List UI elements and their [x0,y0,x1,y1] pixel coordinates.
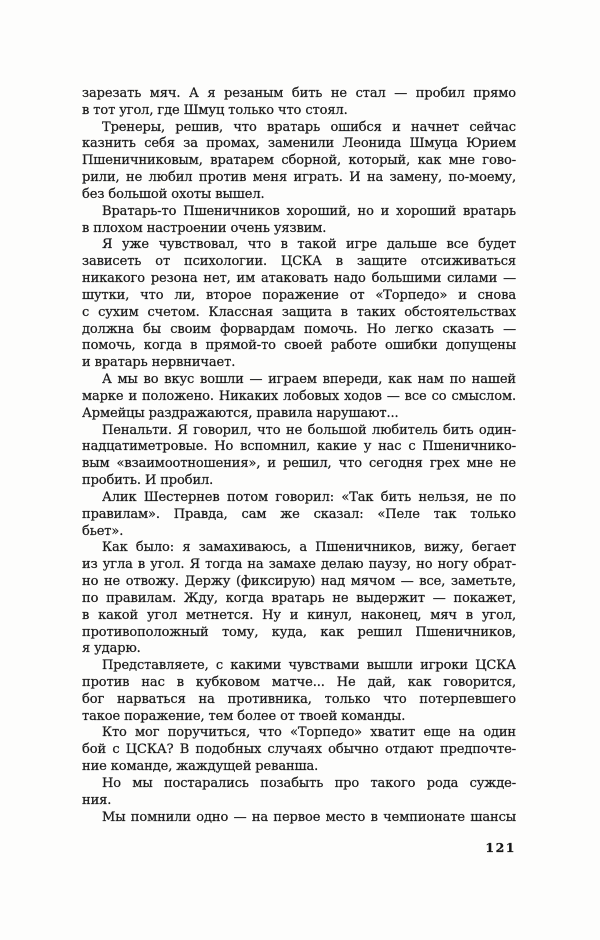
text-line: помочь, когда в прямой-то своей работе ошибки допущены [82,338,516,354]
page-number: 121 [485,840,516,855]
text-line: такое поражение, тем более от твоей команды. [82,708,406,724]
text-line: Как было: я замахиваюсь, а Пшеничников, вижу, бегает [102,540,516,556]
text-line: Кто мог поручиться, что «Торпедо» хватит еще на один [102,725,516,741]
text-line: Алик Шестернев потом говорил: «Так бить нельзя, не по [102,489,516,505]
text-line: Мы помнили одно — на первое место в чемпионате шансы [102,809,516,825]
text-line: зависеть от психологии. ЦСКА в защите отсиживаться [82,254,516,270]
text-line: бьет». [82,523,124,539]
text-line: рили, не любил против меня играть. И на замену, по-моему, [82,170,516,186]
text-line: Представляете, с какими чувствами вышли игроки ЦСКА [102,658,516,674]
page-text-block [82,86,516,826]
text-line: с сухим счетом. Классная защита в таких обстоятельствах [82,304,516,320]
text-line: в плохом настроении очень уязвим. [82,220,327,236]
text-line: по правилам. Жду, когда вратарь не выдержит — покажет, [82,590,516,606]
text-line: должна бы своим форвардам помочь. Но легко сказать — [82,321,516,337]
text-line: Тренеры, решив, что вратарь ошибся и начнет сейчас [102,119,516,135]
text-line: казнить себя за промах, заменили Леонида Шмуца Юрием [82,136,516,152]
text-line: бой с ЦСКА? В подобных случаях обычно отдают предпочте- [82,742,516,758]
text-line: бог нарваться на противника, только что потерпевшего [82,691,516,707]
text-line: противоположный тому, куда, как решил Пшеничников, [82,624,516,640]
text-line: в какой угол метнется. Ну и кинул, наконец, мяч в угол, [82,607,516,623]
text-line: Но мы постарались позабыть про такого рода сужде- [102,775,516,791]
text-line: зарезать мяч. А я резаным бить не стал — пробил прямо [82,86,516,101]
text-line: из угла в угол. Я тогда на замахе делаю паузу, но ногу обрат- [82,557,516,573]
text-line: в тот угол, где Шмуц только что стоял. [82,102,348,118]
text-line: пробить. И пробил. [82,473,214,489]
text-line: А мы во вкус вошли — играем впереди, как нам по нашей [102,372,516,388]
text-line: и вратарь нервничает. [82,355,236,371]
text-line: Армейцы раздражаются, правила нарушают... [82,405,399,421]
text-line: марке и положено. Никаких лобовых ходов — все со смыслом. [82,388,516,404]
text-line: вым «взаимоотношения», и решил, что сегодня грех мне не [82,456,516,472]
text-line: правилам». Правда, сам же сказал: «Пеле так только [82,506,516,522]
text-line: против нас в кубковом матче... Не дай, как говорится, [82,674,516,690]
text-line: ния. [82,792,112,808]
text-line: но не отвожу. Держу (фиксирую) над мячом — все, заметьте, [82,574,516,590]
text-line: надцатиметровые. Но вспомнил, какие у нас с Пшеничнико- [82,439,516,455]
text-line: никакого резона нет, им атаковать надо большими силами — [82,271,516,287]
text-line: ние команде, жаждущей реванша. [82,759,319,775]
text-line: без большой охоты вышел. [82,186,265,202]
text-line: шутки, что ли, второе поражение от «Торпедо» и снова [82,287,516,303]
text-line: Я уже чувствовал, что в такой игре дальше все будет [102,237,516,253]
text-line: Пшеничниковым, вратарем сборной, который, как мне гово- [82,153,516,169]
text-line: я ударю. [82,641,141,657]
text-line: Вратарь-то Пшеничников хороший, но и хороший вратарь [102,203,516,219]
text-line: Пенальти. Я говорил, что не большой любитель бить один- [102,422,516,438]
